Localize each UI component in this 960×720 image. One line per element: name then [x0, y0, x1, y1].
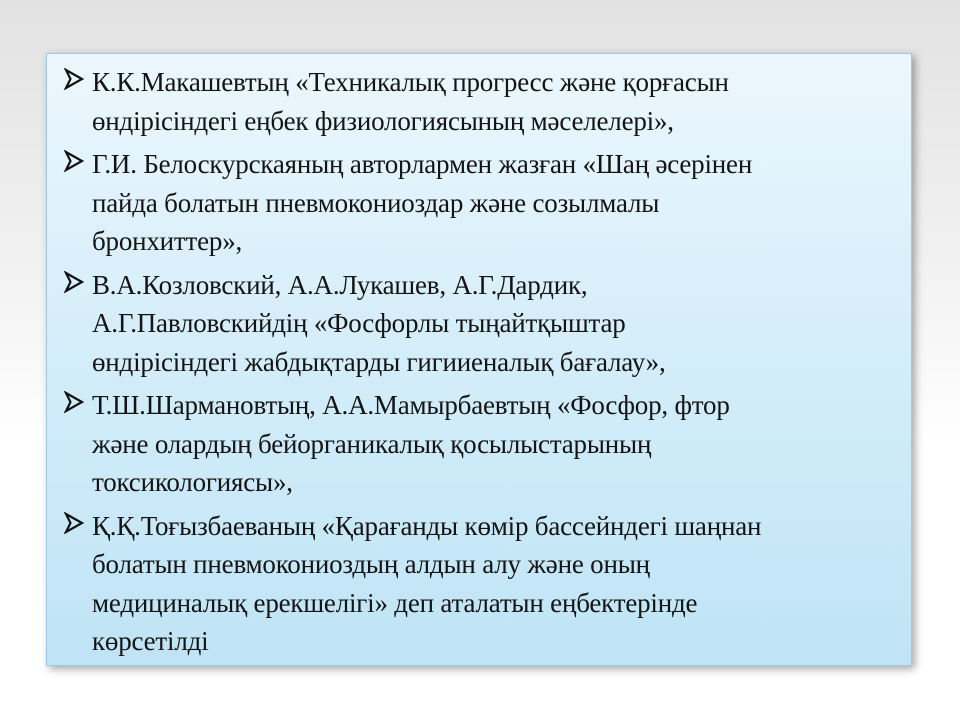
bullet-text — [92, 386, 893, 502]
text-line: пайда болатын пневмокониоздар және созылмалы — [92, 187, 660, 218]
arrowhead-bullet-icon — [63, 507, 89, 539]
text-line: болатын пневмокониоздың алдын алу және оның — [92, 549, 650, 579]
bullet-text — [92, 507, 893, 661]
arrowhead-bullet-icon — [63, 386, 89, 418]
text-line: өндірісіндегі жабдықтарды гигииеналық бағалау», — [92, 346, 666, 377]
text-line: көрсетілді — [92, 626, 209, 656]
arrowhead-bullet-icon — [63, 63, 89, 95]
text-line: токсикологиясы», — [92, 467, 293, 497]
text-line: медициналық ерекшелігі» деп аталатын еңбектерінде — [92, 587, 698, 618]
list-item — [63, 266, 893, 382]
text-line: бронхиттер», — [92, 226, 243, 256]
list-item — [63, 145, 893, 261]
list-item — [63, 386, 893, 502]
arrowhead-bullet-icon — [63, 266, 89, 298]
text-line: Т.Ш.Шармановтың, А.А.Мамырбаевтың «Фосфор, фтор — [92, 390, 730, 420]
text-line: Г.И. Белоскурскаяның авторлармен жазған «Шаң әсерінен — [92, 149, 753, 179]
text-line: Қ.Қ.Тоғызбаеваның «Қарағанды көмір бассейндегі шаңнан — [92, 510, 762, 541]
text-line: А.Г.Павловскийдің «Фосфорлы тыңайтқыштар — [92, 308, 626, 338]
slide-content-box — [46, 53, 912, 666]
arrowhead-bullet-icon — [63, 145, 89, 177]
text-line: К.К.Макашевтың «Техникалық прогресс және қорғасын — [92, 67, 729, 97]
list-item — [63, 63, 893, 140]
bullet-list — [63, 63, 893, 666]
list-item — [63, 507, 893, 661]
text-line: В.А.Козловский, А.А.Лукашев, А.Г.Дардик, — [92, 269, 588, 300]
bullet-text — [92, 266, 893, 382]
bullet-text — [92, 145, 893, 261]
text-line: өндірісіндегі еңбек физиологиясының мәселелері», — [92, 105, 674, 136]
bullet-text — [92, 63, 893, 140]
text-line: және олардың бейорганикалық қосылыстарының — [92, 428, 652, 459]
